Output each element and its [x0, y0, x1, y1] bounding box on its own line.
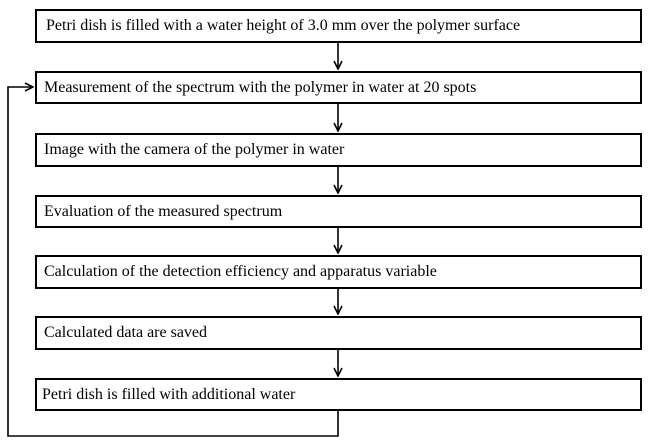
step-fill-petri-dish-label: Petri dish is filled with a water height of 3.0 mm over the polymer surface [46, 17, 521, 34]
step-save-data [35, 316, 642, 350]
step-measure-spectrum-label: Measurement of the spectrum with the polymer in water at 20 spots [44, 78, 477, 96]
step-measure-spectrum [35, 71, 642, 104]
step-camera-image [35, 133, 642, 167]
step-add-water [35, 378, 642, 411]
step-add-water-label: Petri dish is filled with additional water [42, 385, 296, 403]
step-evaluate-spectrum-label: Evaluation of the measured spectrum [44, 202, 283, 220]
step-evaluate-spectrum [35, 195, 642, 228]
step-fill-petri-dish [35, 9, 642, 43]
step-calculate-efficiency-label: Calculation of the detection efficiency and apparatus variable [44, 263, 437, 280]
step-camera-image-label: Image with the camera of the polymer in water [44, 141, 345, 158]
step-calculate-efficiency [35, 255, 642, 289]
step-save-data-label: Calculated data are saved [44, 324, 208, 341]
